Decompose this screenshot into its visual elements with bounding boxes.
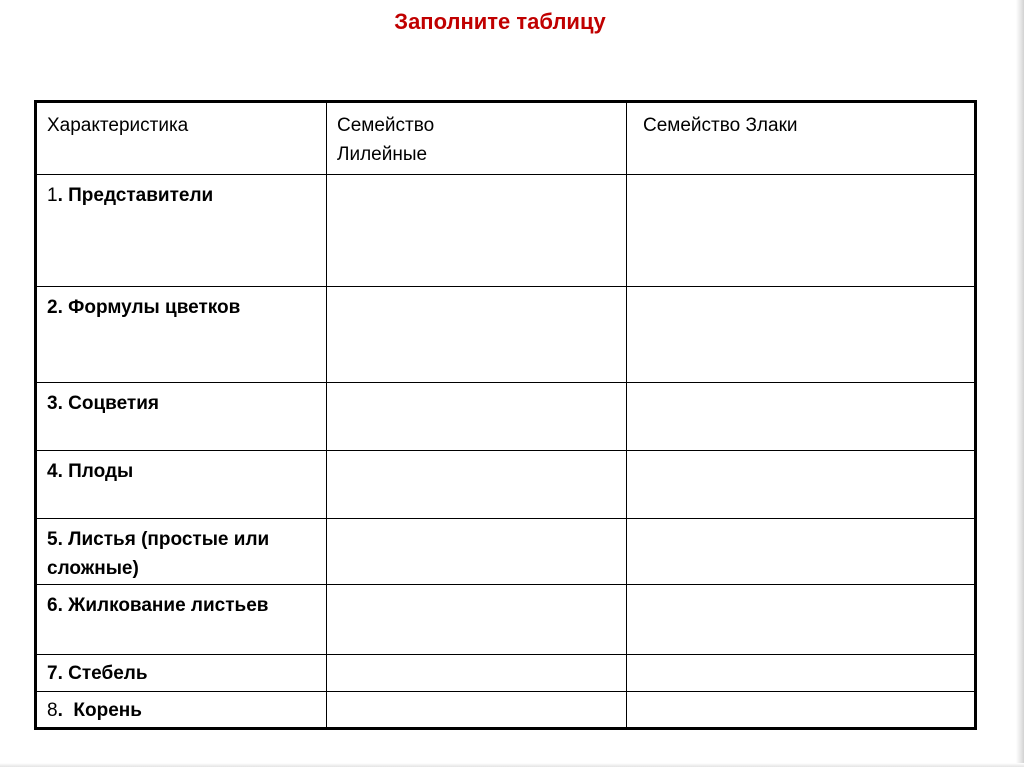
answer-cell-liliaceae[interactable] xyxy=(327,585,627,655)
answer-cell-poaceae[interactable] xyxy=(627,585,976,655)
header-cell-liliaceae xyxy=(327,102,627,175)
row-label-cell xyxy=(36,519,327,585)
row-label: Формулы цветков xyxy=(68,297,241,318)
row-label: Листья (простые или сложные) xyxy=(47,529,270,579)
row-number: 1 xyxy=(47,185,58,206)
row-label: Жилкование листьев xyxy=(68,595,269,616)
row-label: Стебель xyxy=(68,663,148,684)
row-label: Соцветия xyxy=(68,393,159,414)
answer-cell-liliaceae[interactable] xyxy=(327,692,627,729)
row-number: 5. xyxy=(47,529,63,550)
row-label-cell xyxy=(36,383,327,451)
page-title: Заполните таблицу xyxy=(394,9,606,34)
answer-cell-poaceae[interactable] xyxy=(627,519,976,585)
fill-in-table xyxy=(34,100,977,730)
header-liliaceae: Семейство Лилейные xyxy=(337,115,435,165)
header-poaceae: Семейство Злаки xyxy=(643,115,798,136)
table-row xyxy=(36,287,976,383)
row-label-cell: 1. Представители xyxy=(36,175,327,287)
table-row xyxy=(36,585,976,655)
answer-cell-liliaceae[interactable] xyxy=(327,655,627,692)
row-number: 7. xyxy=(47,663,63,684)
answer-cell-liliaceae[interactable] xyxy=(327,383,627,451)
row-label-cell xyxy=(36,585,327,655)
table-row xyxy=(36,692,976,729)
header-cell-poaceae xyxy=(627,102,976,175)
row-number: 4. xyxy=(47,461,63,482)
row-label-cell: 8. Корень xyxy=(36,692,327,729)
table-row xyxy=(36,451,976,519)
answer-cell-liliaceae[interactable] xyxy=(327,519,627,585)
slide-bottom-shadow xyxy=(0,763,1024,767)
table-row xyxy=(36,383,976,451)
slide-edge-shadow xyxy=(1016,0,1024,767)
answer-cell-liliaceae[interactable] xyxy=(327,175,627,287)
row-number: 6. xyxy=(47,595,63,616)
row-label-cell xyxy=(36,287,327,383)
header-cell-characteristic xyxy=(36,102,327,175)
row-number: 3. xyxy=(47,393,63,414)
answer-cell-liliaceae[interactable] xyxy=(327,287,627,383)
answer-cell-poaceae[interactable] xyxy=(627,383,976,451)
answer-cell-poaceae[interactable] xyxy=(627,655,976,692)
row-label: Представители xyxy=(68,185,214,206)
row-label: Корень xyxy=(73,700,142,721)
row-number: 2. xyxy=(47,297,63,318)
answer-cell-liliaceae[interactable] xyxy=(327,451,627,519)
row-label-cell xyxy=(36,655,327,692)
row-label-cell xyxy=(36,451,327,519)
row-label: Плоды xyxy=(68,461,134,482)
answer-cell-poaceae[interactable] xyxy=(627,287,976,383)
table-row xyxy=(36,175,976,287)
answer-cell-poaceae[interactable] xyxy=(627,451,976,519)
table-row xyxy=(36,655,976,692)
answer-cell-poaceae[interactable] xyxy=(627,175,976,287)
answer-cell-poaceae[interactable] xyxy=(627,692,976,729)
header-characteristic: Характеристика xyxy=(47,115,189,136)
table-row xyxy=(36,519,976,585)
row-number: 8 xyxy=(47,700,58,721)
table-header-row xyxy=(36,102,976,175)
